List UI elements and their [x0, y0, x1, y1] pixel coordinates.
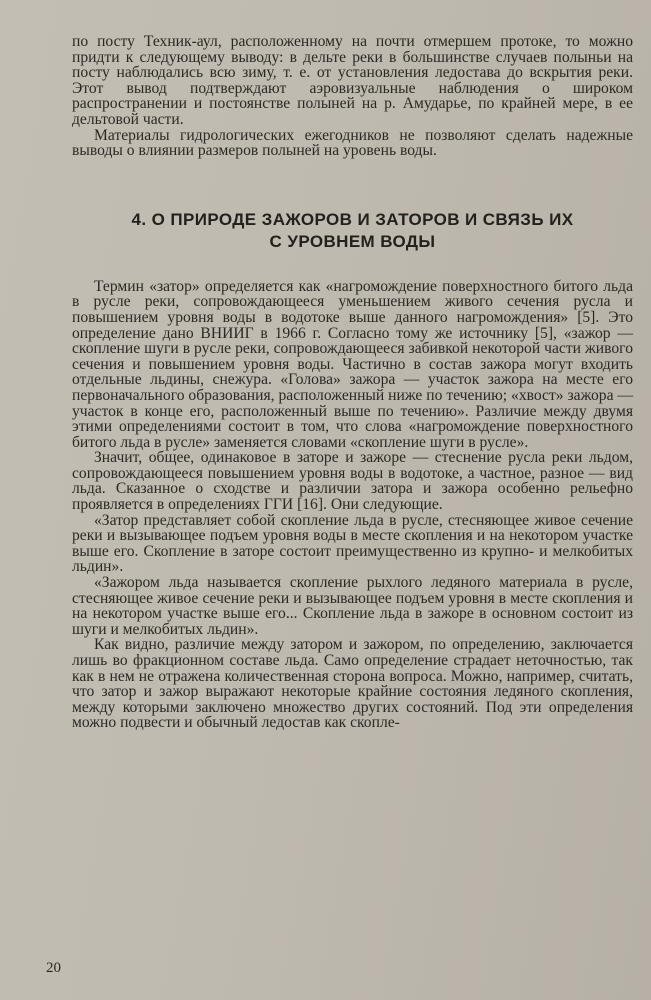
- paragraph: Материалы гидрологических ежегодников не позволяют сделать надежные выводы о влиянии размеров полыней на уровень воды.: [72, 126, 633, 160]
- paragraph: по посту Техник-аул, расположенному на почти отмершем протоке, то можно придти к следующему выводу: в дельте реки в большинстве случаев полыньи на посту наблюдались всю зиму, т. е. от установления ледостава до вскрытия реки. Этот вывод подтверждают аэровизуальные наблюдения о широком распространении и постоянстве полыней на р. Амударье, по крайней мере, в ее дельтовой части.: [72, 33, 633, 128]
- paragraph: Термин «затор» определяется как «нагромождение поверхностного битого льда в русле реки, сопровождающееся уменьшением живого сечения русла и повышением уровня воды в водотоке выше данного нагромождения» [5]. Это определение дано ВНИИГ в 1966 г. Согласно тому же источнику [5], «зажор — скопление шуги в русле реки, сопровождающееся забивкой некоторой части живого сечения и повышением уровня воды. Частично в состав зажора могут входить отдельные льдины, снежура. «Голова» зажора — участок зажора на месте его первоначального образования, расположенный ниже по течению; «хвост» зажора — участок в конце его, расположенный выше по течению». Различие между двумя этими определениями состоит в том, что слова «нагромождение поверхностного битого льда в русле» заменяется словами «скопление шуги в русле».: [72, 277, 633, 451]
- quote-paragraph: «Зажором льда называется скопление рыхлого ледяного материала в русле, стесняющее живое сечение реки и вызывающее подъем уровня в месте скопления и на некотором участке выше его... Скопление льда в зажоре в основном состоит из шуги и мелкобитых льдин».: [72, 574, 633, 638]
- body-text: [72, 34, 633, 731]
- paragraph: Как видно, различие между затором и зажором, по определению, заключается лишь во фракционном составе льда. Само определение страдает неточностью, так как в нем не отражена количественная сторона вопроса. Можно, например, считать, что затор и зажор выражают некоторые крайние состояния ледяного скопления, между которыми заключено множество других состояний. Под эти определения можно подвести и обычный ледостав как скопле-: [72, 636, 633, 732]
- section-heading-line: С УРОВНЕМ ВОДЫ: [269, 231, 436, 251]
- section-heading-line: 4. О ПРИРОДЕ ЗАЖОРОВ И ЗАТОРОВ И СВЯЗЬ ИХ: [131, 209, 574, 229]
- page-number: 20: [46, 960, 61, 976]
- section-heading: [72, 209, 633, 253]
- paragraph: Значит, общее, одинаковое в заторе и зажоре — стеснение русла реки льдом, сопровождающееся повышением уровня воды в водотоке, а частное, разное — вид льда. Сказанное о сходстве и различии затора и зажора особенно рельефно проявляется в определениях ГГИ [16]. Они следующие.: [72, 449, 633, 514]
- quote-paragraph: «Затор представляет собой скопление льда в русле, стесняющее живое сечение реки и вызывающее подъем уровня воды в месте скопления и на некотором участке выше его. Скопление в заторе состоит преимущественно из крупно- и мелкобитых льдин».: [72, 511, 633, 576]
